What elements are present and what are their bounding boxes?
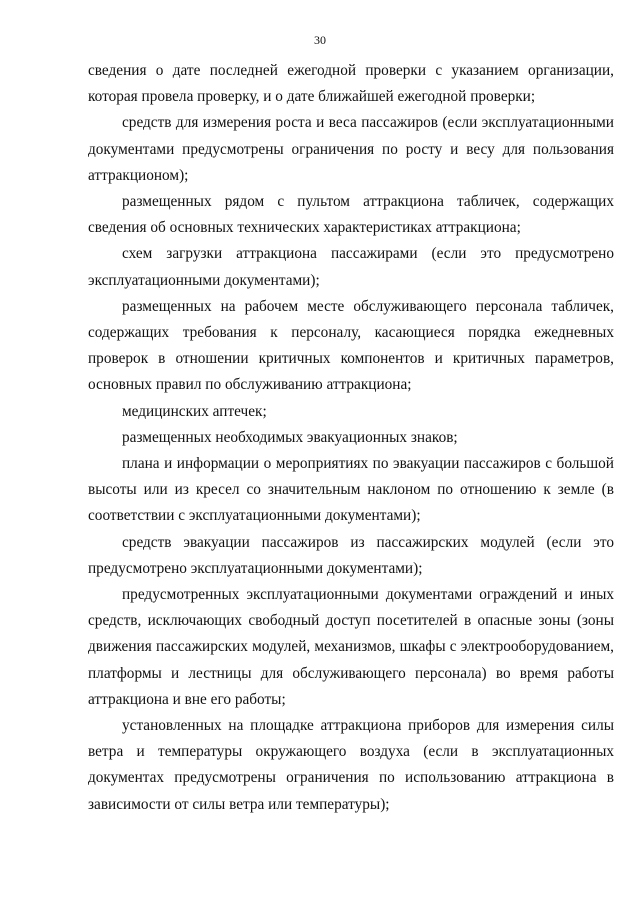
paragraph-evacuation-means: средств эвакуации пассажиров из пассажирских модулей (если это предусмотрено эксплуатационными документами); — [88, 533, 614, 577]
paragraph-annual-inspection: сведения о дате последней ежегодной проверки с указанием организации, которая провела проверку, и о дате ближайшей ежегодной проверки; — [88, 62, 614, 106]
paragraph-first-aid: медицинских аптечек; — [122, 402, 267, 420]
page-number: 30 — [314, 33, 326, 47]
document-body — [88, 58, 614, 818]
paragraph-evacuation-plan: плана и информации о мероприятиях по эвакуации пассажиров с большой высоты или из кресел со значительным наклоном по отношению к земле (в соответствии с эксплуатационными документами); — [88, 455, 614, 525]
paragraph-evacuation-signs: размещенных необходимых эвакуационных знаков; — [122, 428, 458, 446]
paragraph-fences: предусмотренных эксплуатационными документами ограждений и иных средств, исключающих свободный доступ посетителей в опасные зоны (зоны движения пассажирских модулей, механизмов, шкафы с электрооборудованием, платформы и лестницы для обслуживающего персонала) во время работы аттракциона и вне его работы; — [88, 586, 614, 708]
paragraph-wind-temperature: установленных на площадке аттракциона приборов для измерения силы ветра и температуры окружающего воздуха (если в эксплуатационных документах предусмотрены ограничения по использованию аттракциона в зависимости от силы ветра или температуры); — [88, 717, 614, 813]
paragraph-staff-plates: размещенных на рабочем месте обслуживающего персонала табличек, содержащих требования к персоналу, касающиеся порядка ежедневных проверок в отношении критичных компонентов и критичных параметров, основных правил по обслуживанию аттракциона; — [88, 297, 614, 394]
paragraph-height-weight: средств для измерения роста и веса пассажиров (если эксплуатационными документами предусмотрены ограничения по росту и весу для пользования аттракционом); — [88, 114, 614, 184]
paragraph-technical-plates: размещенных рядом с пультом аттракциона табличек, содержащих сведения об основных технических характеристиках аттракциона; — [88, 193, 614, 237]
paragraph-loading-schemes: схем загрузки аттракциона пассажирами (если это предусмотрено эксплуатационными документами); — [88, 245, 614, 289]
